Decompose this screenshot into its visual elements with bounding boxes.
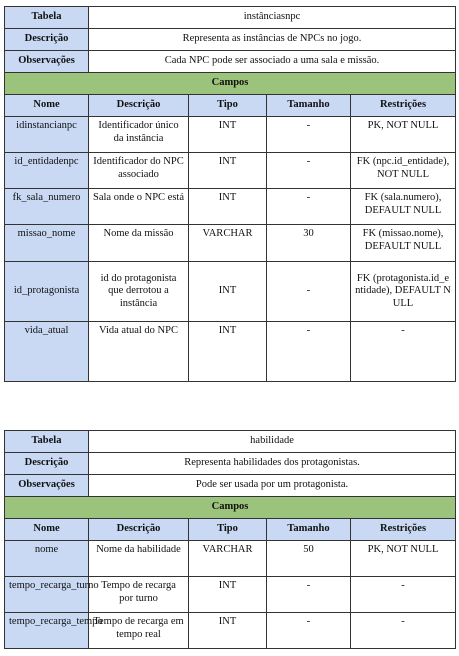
field-size: - [267,322,351,382]
meta-value-tabela: instânciasnpc [89,7,456,29]
field-description: Tempo de recarga por turno [89,577,189,613]
meta-value-descricao: Representa as instâncias de NPCs no jogo. [89,29,456,51]
table-habilidade [4,430,456,649]
field-type: INT [189,613,267,649]
field-type: VARCHAR [189,541,267,577]
field-size: - [267,577,351,613]
field-type: INT [189,322,267,382]
table-row [5,262,456,322]
section-title-campos: Campos [5,73,456,95]
column-header-tamanho: Tamanho [267,519,351,541]
field-constraints: FK (sala.numero), DEFAULT NULL [351,189,456,225]
field-type: INT [189,262,267,322]
field-type: VARCHAR [189,225,267,262]
field-name: id_protagonista [5,262,89,322]
field-name: missao_nome [5,225,89,262]
field-constraints: PK, NOT NULL [351,541,456,577]
field-name: tempo_recarga_turno [5,577,89,613]
field-name: nome [5,541,89,577]
column-header-restricoes: Restrições [351,95,456,117]
meta-label-descricao: Descrição [5,29,89,51]
field-description: Nome da habilidade [89,541,189,577]
field-description: Identificador do NPC associado [89,153,189,189]
column-header-tipo: Tipo [189,519,267,541]
column-header-tipo: Tipo [189,95,267,117]
field-size: 30 [267,225,351,262]
field-description: id do protagonista que derrotou a instância [89,262,189,322]
field-description: Vida atual do NPC [89,322,189,382]
meta-value-descricao: Representa habilidades dos protagonistas. [89,453,456,475]
field-description: Identificador único da instância [89,117,189,153]
field-constraints: - [351,577,456,613]
meta-value-observacoes: Pode ser usada por um protagonista. [89,475,456,497]
field-name: idinstancianpc [5,117,89,153]
meta-label-tabela: Tabela [5,7,89,29]
field-name: id_entidadenpc [5,153,89,189]
field-type: INT [189,153,267,189]
table-row [5,117,456,153]
field-name: vida_atual [5,322,89,382]
field-constraints: PK, NOT NULL [351,117,456,153]
meta-value-tabela: habilidade [89,431,456,453]
field-size: - [267,262,351,322]
field-description: Nome da missão [89,225,189,262]
table-row [5,613,456,649]
field-size: - [267,153,351,189]
field-size: - [267,117,351,153]
table-row [5,189,456,225]
section-title-campos: Campos [5,497,456,519]
meta-label-tabela: Tabela [5,431,89,453]
field-type: INT [189,577,267,613]
meta-label-observacoes: Observações [5,51,89,73]
field-type: INT [189,189,267,225]
table-instanciasnpc [4,6,456,382]
column-header-restricoes: Restrições [351,519,456,541]
field-constraints: - [351,613,456,649]
field-name: fk_sala_numero [5,189,89,225]
table-row [5,322,456,382]
field-constraints: FK (npc.id_entidade), NOT NULL [351,153,456,189]
field-description: Tempo de recarga em tempo real [89,613,189,649]
meta-label-observacoes: Observações [5,475,89,497]
field-size: 50 [267,541,351,577]
field-size: - [267,189,351,225]
column-header-tamanho: Tamanho [267,95,351,117]
column-header-descricao: Descrição [89,519,189,541]
field-constraints: FK (missao.nome), DEFAULT NULL [351,225,456,262]
field-type: INT [189,117,267,153]
table-row [5,225,456,262]
table-row [5,577,456,613]
table-row [5,153,456,189]
field-name: tempo_recarga_tempo [5,613,89,649]
field-size: - [267,613,351,649]
field-constraints: - [351,322,456,382]
column-header-descricao: Descrição [89,95,189,117]
column-header-nome: Nome [5,519,89,541]
column-header-nome: Nome [5,95,89,117]
table-row [5,541,456,577]
field-constraints: FK (protagonista.id_entidade), DEFAULT NULL [351,262,456,322]
meta-value-observacoes: Cada NPC pode ser associado a uma sala e missão. [89,51,456,73]
meta-label-descricao: Descrição [5,453,89,475]
field-description: Sala onde o NPC está [89,189,189,225]
